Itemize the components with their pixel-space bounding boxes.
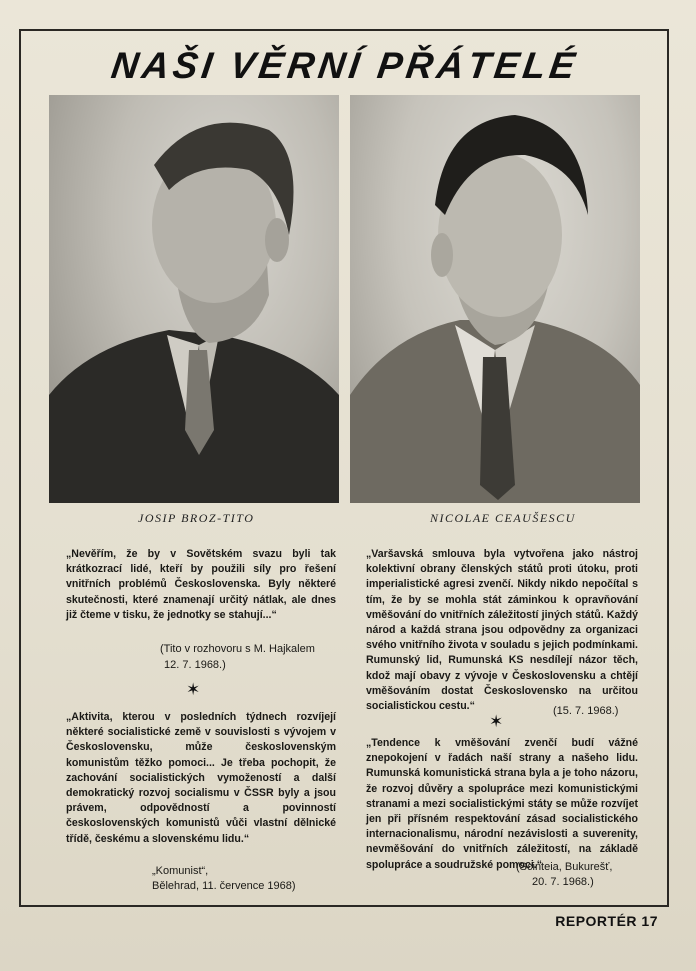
caption-ceausescu: NICOLAE CEAUŠESCU (430, 511, 576, 525)
separator-star-right: ✶ (489, 712, 504, 732)
ceausescu-source-2-line-1: (Scinteia, Bukurešť, (516, 861, 613, 873)
page-title: NAŠI VĚRNÍ PŘÁTELÉ (108, 45, 582, 86)
tito-source-2-line-1: „Komunist“, (152, 865, 209, 877)
ceausescu-quote-2: „Tendence k vměšování zvenčí budí vážné znepokojení v řadách naší strany a našeho lidu. Rumunská komunistická strana byla a je toho názoru, že rozvoj důvěry a spolupráce mezi komunistickými stranami a mezi socialistickými státy se může rozvíjet jen při přísném respektování zásad socialistického internacionalismu, národní nezávislosti a suverenity, nevměšování do vnitřních záležitostí, na základě spolupráce a soudružské pomoci.“ (366, 737, 638, 871)
tito-quote-2: „Aktivita, kterou v posledních týdnech rozvíjejí některé socialistické země v souvislosti s vývojem v Československu, může československým komunistům těžko pomoci... Je třeba pochopit, že zachování socialistických vymožeností a další demokratický rozvoj socialismu v ČSSR byly a jsou právem, odpovědností a povinností československých komunistů vůči vlastní dělnické třídě, českému a slovenskému lidu.“ (66, 711, 336, 845)
tito-source-1-line-1: (Tito v rozhovoru s M. Hajkalem (160, 643, 315, 655)
ceausescu-source-2-line-2: 20. 7. 1968.) (532, 876, 594, 888)
ceausescu-quote-1: „Varšavská smlouva byla vytvořena jako nástroj kolektivní obrany členských států proti útoku, proti imperialistické agresi zvenčí. Nikdy nikdo nepočítal s tím, že by se mohla stát záminkou k opravňování vměšování do vnitřních záležitostí jiných států. Každý národ a každá strana jsou odpovědny za organizaci svého vnitřního života v souladu s jejich podmínkami. Rumunský lid, Rumunská KS nesdílejí názor těch, kdož mají obavy z vývoje v Československu a chtějí vměšováním dostat Československo na určitou socialistickou cestu.“ (366, 548, 638, 713)
separator-star-left: ✶ (186, 680, 201, 700)
tito-source-1-line-2: 12. 7. 1968.) (164, 659, 226, 671)
portrait-ceausescu (350, 95, 640, 503)
caption-tito: JOSIP BROZ-TITO (138, 511, 255, 525)
tito-quote-1: „Nevěřím, že by v Sovětském svazu byli tak krátkozrací lidé, kteří by použili síly pro řešení vnitřních problémů Československa. Byly některé skutečnosti, které znamenají určitý nátlak, ale dnes již čteme v tisku, že jednotky se stahují...“ (66, 548, 336, 621)
tito-source-2-line-2: Bělehrad, 11. července 1968) (152, 880, 296, 892)
portrait-tito (49, 95, 339, 503)
ceausescu-source-1: (15. 7. 1968.) (553, 705, 619, 717)
page-footer: REPORTÉR 17 (555, 913, 658, 929)
